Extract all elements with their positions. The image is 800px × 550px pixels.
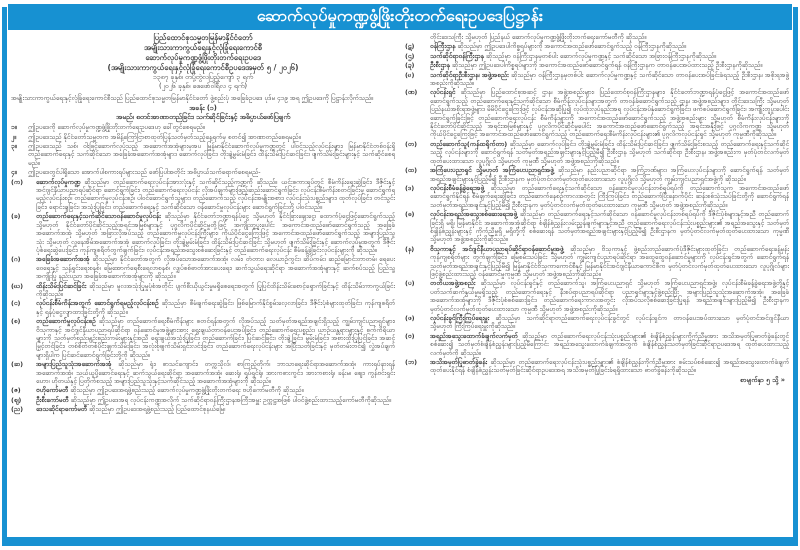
definition-label: (န): [405, 244, 415, 253]
definition-body: ဆိုသည်မှာ နိုင်ငံတော်ဘဏ္ဍာရန်ပုံငွေ သို့မဟုတ် နိုင်ငံခြားချေးငွေ၊ ထောက်ပံ့ငွေဖြင့်ဆောင်ရွက်သည့် သို့မဟုတ် နိုင်ငံတော်ပိုင်ဆိုင်သည့်အရင်းအမြစ်များနှင့် ပုဂ္ဂလိကပိုင်ဆိုင်မှုတို့ဖြင့် အကျိုးတူပူးပေါင်း အကောင်အထည်ဖော်ဆောင်ရွက်သည့် အခြေခံအဆောက်အအုံ သို့မဟုတ် အခြားလိုအပ်သည့် တည်ဆောက်မှုလုပ်ငန်းကြီးများ၊ ကိုယ်ပိုင်ငွေကြေးဖြင့် အကောင်အထည်ဖော်ဆောင်ရွက်သည့် အများပြည်သူသုံး သို့မဟုတ် လူနေအိမ်အဆောက်အအုံ ဆောက်လုပ်ခြင်း၊ တိုးချဲ့မွမ်းမံခြင်း၊ ထိန်းသိမ်းပြင်ဆင်ခြင်း သို့မဟုတ် ဖျက်သိမ်းခြင်းနှင့် ဆောက်လုပ်မှုအတွက် ဒီဇိုင်းပုံစံရေးဆွဲပေးခြင်း၊ ကုန်ကျစရိတ်တွက်ချက်ခြင်း၊ လုပ်ငန်းအရည်အသွေးစစ်ဆေးခြင်းနှင့် တည်ဆောက်ရေးလုပ်ငန်း စီမံခန့်ခွဲခြင်းလုပ်ငန်းများကို ဆိုသည်။: [36, 212, 395, 254]
section-item: [11, 142, 395, 167]
definition-item: [405, 61, 789, 69]
definition-label: (ဈ): [11, 395, 22, 404]
definition-term: ဆောက်လုပ်မှုကဏ္ဍ: [36, 177, 81, 186]
definition-term: အခြေခံအဆောက်အအုံ: [36, 255, 90, 264]
carryover-text: တိုင်းဒေသကြီး သို့မဟုတ် ပြည်နယ် ဆောက်လုပ်မှုကဏ္ဍဖွံ့ဖြိုးတိုးတက်ရေးကော်မတီကို ဆိုသည်။: [430, 33, 647, 41]
definition-item: [405, 140, 789, 165]
definition-label: (ဍ): [405, 61, 415, 70]
definition-label: (ဎ): [405, 70, 415, 79]
definition-term: လုပ်ငန်းစီမံကိန်းအတွက် ဆောင်ရွက်ရမည့်လုပ်ငန်းစဉ်: [36, 299, 159, 308]
definition-label: (ဇ): [11, 386, 21, 395]
definition-label: (စ): [11, 317, 21, 326]
definition-label: (ဆ): [11, 360, 24, 369]
definition-body: ဆိုသည်မှာ မူလအသုံးပြုမှုပုံစံအတိုင်း ပျက်စီးယိုယွင်းမှုမရှိစေရေးအတွက် ပြုပြင်ထိန်းသိမ်းစောင့်ရှောက်ခြင်းနှင့် ထိန်းသိမ်းကာကွယ်ခြင်းကိုဆိုသည်။: [36, 281, 395, 298]
chapter-heading: အခန်း (၁): [189, 104, 217, 113]
definition-item: [11, 212, 395, 254]
definition-body: ဆိုသည်မှာ တည်ဆောက်ရေးလုပ်ငန်းသုံးပစ္စည်းများ၏ စံချိန်စံညွှန်းကိုက်ညီမှုအား စမ်းသပ်စစ်ဆေး၍ အရည်အသွေးထောက်ခံချက်ထုတ်ပေးနိုင်ရန် စံချိန်စံညွှန်းသတ်မှတ်ခြင်းဆိုင်ရာဥပဒေအရ အသိအမှတ်ပြုခြင်းခံရရှိထားသော ဓာတ်ခွဲခန်းကိုဆိုသည်။: [430, 358, 789, 375]
definition-body: ဆိုသည်မှာ ပြည်ထောင်စုအဆင့် ဌာန၊ အဖွဲ့အစည်းများ၊ ပြည်ထောင်စုဝန်ကြီးဌာနများ၊ နိုင်ငံတော်ဘဏ္ဍာရန်ပုံငွေဖြင့် အကောင်အထည်ဖော်ဆောင်ရွက်သည့် တည်ဆောက်ရေးနှင့်သက်ဆိုင်သော စီမံကိန်းလုပ်ငန်းများအတွက် တာဝန်ခံဆောင်ရွက်သည့် ဌာန၊ အဖွဲ့အစည်းများ၊ တိုင်းဒေသကြီး သို့မဟုတ် ပြည်နယ်အစိုးရအဖွဲ့များ၊ မိမိပိုင်ငွေကြေးဖြင့် လုပ်ငန်းအဆိုပြု၍ လုပ်ထုံးလုပ်နည်းအရ လုပ်ငန်းအပ်နှံဆောင်ရွက်ခြင်း၊ ဖက်စပ်ဆောင်ရွက်ခြင်း၊ အကျိုးတူပူးပေါင်းဆောင်ရွက်ခြင်းဖြင့် တည်ဆောက်ရေးလုပ်ငန်း စီမံကိန်းများကို အကောင်အထည်ဖော်ဆောင်ရွက်သည့် အဖွဲ့အစည်းများ သို့မဟုတ် စီမံကိန်းလုပ်ငန်းများကို နိုင်ငံတော်ပိုင်ဆိုင်သည့် အရင်းအမြစ်များနှင့် ပုဂ္ဂလိကပိုင်ဆိုင်မှုပေါင်း အကောင်အထည်ဖော်ဆောင်ရွက်သည့် အရင်းအနှီးဖြင့် ပုဂ္ဂလိကကဏ္ဍ သို့မဟုတ် ကိုယ်ပိုင်ငွေကြေးဖြင့် အကောင်အထည်ဖော်ဆောင်ရွက်သည့် တည်ဆောက်ရေးစီမံကိန်းလုပ်ငန်းများ၏ ပုဂ္ဂလိကလုပ်ငန်းရှင် သို့မဟုတ် ကုမ္ပဏီကိုဆိုသည်။: [430, 88, 789, 139]
definition-term: ဝန်ကြီးဌာန: [430, 42, 456, 51]
gregorian-date-line: (၂၀၂၆ ခုနှစ်၊ ဖေဖော်ဝါရီလ ၄ ရက်): [158, 82, 248, 90]
definition-term: ဒေသဆိုင်ရာကော်မတီ: [36, 405, 87, 414]
definition-label: (ဋ): [405, 42, 415, 51]
definition-term: ထိန်းသိမ်းပြင်ဆင်ခြင်း: [36, 281, 87, 290]
definition-term: အရည်အသွေးထောက်ခံချက်လက်မှတ်: [430, 331, 518, 340]
definition-body: ဆိုသည်မှာ ဤဥပဒေပါကိစ္စရပ်များကို အကောင်အထည်ဖော်ဆောင်ရွက်ရန် ဝန်ကြီးဌာနက တာဝန်ပေးအပ်ထားသည့် ဦးစီးဌာနကိုဆိုသည်။: [451, 61, 763, 70]
definition-item: [405, 332, 789, 357]
definition-term: တတိယအဖွဲ့အစည်း: [430, 279, 476, 288]
section-item: [11, 123, 395, 131]
definition-term: အကြံပေးပညာရှင် သို့မဟုတ် အကြံပေးပညာရှင်အဖွဲ့: [430, 166, 554, 175]
section-number: ၂။: [11, 132, 17, 141]
definition-term: လုပ်ငန်းအရည်အသွေးစစ်ဆေးရေးအဖွဲ့: [430, 210, 518, 219]
right-column: [405, 33, 789, 535]
definition-body: ဆိုသည်မှာ ဤဥပဒေအရ လုပ်ငန်းကဏ္ဍအလိုက် သက်ဆိုင်ရာဝန်ကြီးဌာနအကြီးအမှူး ဥက္ကဋ္ဌအဖြစ် ပါဝင်ဖွဲ့စည်းထားသည့်ကော်မတီကိုဆိုသည်။: [70, 395, 392, 404]
law-heading-block: [11, 33, 395, 91]
definition-item: [405, 71, 789, 88]
definition-item: [11, 405, 395, 413]
section-item: [11, 133, 395, 141]
definition-item: [405, 245, 789, 279]
definition-body: ဆိုသည်မှာ တည်ဆောက်ရေးစီမံကိန်းများ စတင်ရန်အတွက် လိုအပ်သည့် သတ်မှတ်အရည်အချင်းရှိသည့် ကျွမ်းကျင်ပညာရှင်များ၊ ဗိသုကာနှင့် အင်ဂျင်နီယာပညာရပ်ဆိုင်ရာ ဝန်ဆောင်မှုအဖွဲ့များအား ရွေးချယ်တာဝန်ပေးအပ်ခြင်း၊ တည်ဆောက်ရေးပစ္စည်း၊ ယာဉ်ယန္တရားများနှင့် စက်ကိရိယာများကို သတ်မှတ်စည်းမျဉ်းစည်းကမ်းများနှင့်အညီ ရွေးချယ်အသုံးပြုခြင်း၊ တည်ဆောက်ခြင်း၊ ပြင်ဆင်ခြင်း၊ တိုးချဲ့ခြင်း၊ မွမ်းမံခြင်း၊ အစားထိုးပြုပြင်ခြင်း၊ အဆင့်မြှင့်တင်ခြင်း၊ တစ်စိတ်တစ်ပိုင်းဖျက်သိမ်းခြင်း၊ အလုံးစုံဖျက်သိမ်းရှင်းလင်းခြင်း၊ တည်ဆောက်ရေးလုပ်ငန်းများ အပြီးသတ်ခြင်းနှင့် မှတ်တမ်းတင်၍ လွှဲအပ်ချက်များရှိပါက ပြင်ဆင်ဆောင်ရွက်ခြင်းတို့ကို ဆိုသည်။: [36, 317, 395, 359]
definition-item: [405, 314, 789, 331]
heading-line: (အမျိုးသားကာကွယ်ရေးနှင့်လုံခြုံရေးကောင်စီဥပဒေအမှတ် ၅ / ၂၀၂၆): [107, 63, 299, 72]
definition-body: ဆိုသည်မှာ နည်းပညာဆိုင်ရာ အကြံဉာဏ်များ၊ အကြံပေးလုပ်ငန်းများကို ဆောင်ရွက်ရန် သတ်မှတ်အရည်အချင်းများနှင့်ပြည့်မီ၍ ဦးစီးဌာနက မှတ်ပုံတင်လက်မှတ်ထုတ်ပေးထားသော လူပုဂ္ဂိုလ် သို့မဟုတ် ကျွမ်းကျင်ပညာရှင်အဖွဲ့ကို ဆိုသည်။: [430, 166, 789, 183]
definition-body: ဆိုသည်မှာ ဤဥပဒေအရဖွဲ့စည်းသည့် ပြည်ထောင်စုနယ်မြေ၊: [89, 405, 226, 414]
definition-item: [405, 52, 789, 60]
definition-label: (ခ): [11, 212, 21, 221]
definition-item: [11, 360, 395, 385]
definition-term: လုပ်ငန်းရှင်: [430, 88, 456, 97]
definition-item: [11, 282, 395, 299]
definition-label: (ပ): [405, 279, 415, 288]
heading-line: ဆောက်လုပ်မှုကဏ္ဍဖွံ့ဖြိုးတိုးတက်ရေးဥပဒေ: [145, 53, 261, 62]
section-text: ဤဥပဒေကို ဆောက်လုပ်မှုကဏ္ဍဖွံ့ဖြိုးတိုးတက်ရေးဥပဒေဟု ခေါ်တွင်စေရမည်။: [28, 123, 205, 132]
definition-label: (ဒ): [405, 183, 415, 192]
chapter-subtitle: အမည်၊ စတင်အာဏာတည်ခြင်း၊ သက်ဆိုင်ခြင်းနှင့် အဓိပ္ပာယ်ဖော်ပြချက်: [115, 112, 291, 121]
continued-on-page-note: စာမျက်နှာ ၅ သို့ »: [739, 375, 785, 384]
section-text: ဤဥပဒေသည် နိုင်ငံတော်သမ္မတက အမိန့်ကြော်ငြာစာထုတ်ပြန်သတ်မှတ်သည့်နေ့ရက်မှ စတင်၍ အာဏာတည်စေရမည်။: [28, 132, 301, 141]
definition-body: ဆိုသည်မှာ ဝန်ကြီးဌာနမှတစ်ပါး ဆောက်လုပ်မှုကဏ္ဍနှင့် သက်ဆိုင်သော တာဝန်ပေးအပ်ခြင်းခံရသည့် ဦးစီးဌာန၊ အစိုးရအဖွဲ့အစည်းကိုဆိုသည်။: [430, 70, 789, 88]
section-text: ဤဥပဒေသည် သစ်၊ ဝါးဖြင့်ဆောက်လုပ်သည့် အဆောက်အအုံများမှအပ မြန်မာနိုင်ငံဆောက်လုပ်မှုကဏ္ဍတွင် ပါဝင်သည့်လုပ်ငန်းများ၊ မြန်မာနိုင်ငံတစ်ဝန်းရှိ တည်ဆောက်ရေးနှင့် သက်ဆိုင်သော အခြေခံအဆောက်အအုံများ၊ ဆောက်လုပ်ခြင်း၊ တိုးချဲ့မွမ်းမံခြင်း၊ ထိန်းသိမ်းပြင်ဆင်ခြင်း၊ ဖျက်သိမ်းခြင်းများနှင့် သက်ဆိုင်စေရမည်။: [28, 142, 395, 167]
definition-term: ဦးစီးကော်မတီ: [36, 395, 69, 404]
definition-body: ဆိုသည်မှာ လုပ်ငန်းရှင်နှင့် တည်ဆောက်သူ၊ အကြံပေးပညာရှင် သို့မဟုတ် အကြံပေးပညာရှင်အဖွဲ့၊ လုပ်ငန်းစီမံခန့်ခွဲရေးအဖွဲ့တို့နှင့် ပတ်သက်ဆက်နွှယ်မှုမရှိသည့် တည်ဆောက်ရေးနှင့် နီးစပ်ရာပညာရပ်ဆိုင်ရာ ပညာရှင်များနှင့်ဖွဲ့စည်းပြီး အများပြည်သူသုံးအဆောက်အအုံ၊ အခြေခံအဆောက်အအုံများကို ဒီဇိုင်းပုံစံစစ်ဆေးခြင်း၊ တည်ဆောက်ရေးကာလအတွင်း လိုအပ်သလိုစစ်ဆေးခြင်းပြုရန် အရည်အချင်းများပြည့်မီ၍ ဦးစီးဌာနက မှတ်ပုံတင်လက်မှတ်ထုတ်ပေးထားသော ကုမ္ပဏီ သို့မဟုတ် အဖွဲ့အစည်းကိုဆိုသည်။: [430, 279, 789, 313]
definition-item: [11, 299, 395, 316]
definition-label: (ဖ): [405, 314, 415, 322]
definition-item: [405, 184, 789, 209]
definition-label: (ဌ): [405, 51, 415, 60]
definition-label: (ဏ): [405, 88, 418, 97]
definition-item: [405, 279, 789, 313]
page-frame-right: [793, 7, 798, 542]
section-item: [11, 168, 395, 176]
definition-term: ဗိသုကာနှင့် အင်ဂျင်နီယာပညာရပ်ဆိုင်ရာဝန်ဆောင်မှုအဖွဲ့: [430, 244, 564, 253]
definition-item: [11, 317, 395, 359]
definition-body: ဆိုသည်မှာ ဗိသုကာနှင့် ဖွဲ့စည်းတည်ဆောက်ပုံဒီဇိုင်းများထုတ်ခြင်း၊ တည်ဆောက်ရေးခန့်မှန်းကုန်ကျစရိတ်များ တွက်ချက်ခြင်း၊ မြေစမ်းသပ်ခြင်း သို့မဟုတ် ကျွမ်းကျင်ပညာရပ်ဆိုင်ရာ အထွေထွေဝန်ဆောင်မှုများကို လုပ်ငန်းရှင်အတွက် ဆောင်ရွက်ရန် သတ်မှတ်အရည်အချင်းနှင့်ပြည့်မီ၍ မြန်မာနိုင်ငံဗိသုကာကောင်စီနှင့် မြန်မာနိုင်ငံအင်ဂျင်နီယာကောင်စီက မှတ်ပုံတင်လက်မှတ်ထုတ်ပေးထားသော လူပုဂ္ဂိုလ်များဖြင့်ဖွဲ့စည်းထားသည့် ဝန်ဆောင်မှုကုမ္ပဏီ သို့မဟုတ် အဖွဲ့အစည်းကိုဆိုသည်။: [430, 244, 789, 278]
title-banner: [8, 4, 792, 30]
definition-body: ဆိုသည်မှာ ရုံး၊ စာသင်ကျောင်း၊ တက္ကသိုလ်၊ စာကြည့်တိုက်၊ ဘာသာရေးဆိုင်ရာအဆောက်အအုံ၊ ကားရပ်နားရန်အဆောက်အအုံ၊ သယ်ယူပို့ဆောင်ရေးနှင့် ဆက်သွယ်ရေးဆိုင်ရာ အဆောက်အအုံ၊ ဆေးရုံ၊ ရုပ်ရှင်ရုံ၊ အားကစားကွင်း၊ အားကစားရုံ၊ ခန်းမ၊ ဈေး၊ ကွန်ဗင်းရှင်းဟော၊ ဟိုတယ်နှင့် ပြတိုက်စသည့် အများပြည်သူသုံးနှင့်သက်ဆိုင်သည့် အဆောက်အအုံများကို ဆိုသည်။: [36, 360, 395, 385]
definition-item: [11, 386, 395, 394]
definition-label: (ဘ): [405, 358, 417, 367]
definition-item: [405, 42, 789, 50]
definition-label: (ဗ): [405, 331, 415, 340]
definition-body: ဆိုသည်မှာ တည်ဆောက်ရေးလုပ်ငန်းသုံးပစ္စည်းများ၏ စံချိန်စံညွှန်းများကိုက်ညီမှုအား အသိအမှတ်ပြုဓာတ်ခွဲခန်းတွင် စစ်ဆေး၍ သတ်မှတ်စံချိန်စံညွှန်းများပြည့်မီကြောင်း အရည်အသွေးထောက်ခံချက်အတွက် စံချိန်စံညွှန်းသတ်မှတ်ခြင်းဆိုင်ရာဥပဒေအရ ထုတ်ပေးထားသည့်လက်မှတ်ကို ဆိုသည်။: [430, 331, 789, 357]
section-number: ၃။: [11, 142, 17, 151]
definition-term: တည်ဆောက်မှုလုပ်ငန်းစဉ်: [36, 317, 96, 326]
definition-term: တည်ဆောက်ရေးနှင့်သက်ဆိုင်သောဝန်ဆောင်မှုလုပ်ငန်း: [36, 212, 161, 221]
myanmar-date-line: ၁၃၈၇ ခုနှစ်၊ တပို့တွဲလပြည့်ကျော် ၃ ရက်: [153, 73, 253, 81]
definition-item: [11, 178, 395, 212]
section-number: ၄။: [11, 168, 17, 177]
definition-label: (ထ): [405, 166, 418, 175]
definition-term: ဦးစီးဌာန: [430, 61, 450, 70]
definition-body: ဆိုသည်မှာ တည်ဆောက်ရေးနှင့်သက်ဆိုင်သော ဝန်ဆောင်မှုလုပ်ငန်းတစ်ရပ်ရပ်ကို ဒီဇိုင်းပုံစံများနှင့်အညီ တည်ဆောက်ခြင်းရှိ မရှိ၊ မြန်မာနိုင်ငံ အဆောက်အအုံဆိုင်ရာ စံချိန်စံညွှန်းလမ်းညွှန်ချက်များနှင့်အညီ တည်ဆောက်ရေးလုပ်ငန်းသုံးပစ္စည်းများ၏ အရည်အသွေးနှင့် သတ်မှတ်စံချိန်စံညွှန်းများနှင့် ကိုက်ညီမှုရှိ မရှိတို့ကို စစ်ဆေးရန် သတ်မှတ်အရည်အချင်းများနှင့်ပြည့်မီ၍ ဦးစီးဌာနက မှတ်ပုံတင်လက်မှတ်ထုတ်ပေးထားသော ကုမ္ပဏီ သို့မဟုတ် အဖွဲ့အစည်းကိုဆိုသည်။: [430, 210, 789, 244]
definition-label: (ဂ): [11, 255, 21, 264]
definition-term: သက်ဆိုင်ရာဦးစီးဌာန၊ အဖွဲ့အစည်း: [430, 70, 509, 79]
definition-label: (ဃ): [11, 281, 24, 290]
definition-item: [11, 396, 395, 404]
definition-item: [405, 358, 789, 375]
definition-label: (ည): [11, 405, 24, 414]
page-frame-left: [2, 7, 7, 542]
definition-term: တည်ဆောက်သူ(ကန်ထရိုက်တာ): [430, 139, 508, 148]
definition-label: (က): [11, 177, 24, 186]
definition-term: အများပြည်သူသုံးအဆောက်အအုံ: [36, 360, 112, 369]
left-column: [11, 33, 395, 535]
definition-term: သက်ဆိုင်ရာဝန်ကြီးဌာန: [430, 51, 484, 60]
definition-label: (ဓ): [405, 210, 415, 219]
law-banner-title: ဆောက်လုပ်မှုကဏ္ဍဖွံ့ဖြိုးတိုးတက်ရေးဥပဒေပြဋ္ဌာန်း: [256, 6, 544, 25]
definition-body: ဆိုသည်မှာ နိုင်ငံတော်အတွက် လိုအပ်သောအဆောက်အအုံ၊ လမ်း၊ တံတား၊ လေယာဉ်ကွင်း၊ ဆိပ်ကမ်း၊ ဆည်မြောင်းတာတမံ၊ ရေပေးဝေရေးနှင့် သန့်ရှင်းရေးစနစ်၊ မြေအောက်ရေစီးရေလာစနစ်၊ လျှပ်စစ်ဓာတ်အားပေးရေး၊ ဆက်သွယ်ရေးဆိုင်ရာ အဆောက်အအုံများနှင့် ဆက်စပ်သည့် ပြည်သူ့အကျိုးပြု နည်းပညာ အခြေခံအဆောက်အအုံများကို ဆိုသည်။: [36, 255, 395, 281]
definition-item: [405, 166, 789, 183]
section-text: ဤဥပဒေတွင်ပါရှိသော အောက်ပါစကားရပ်များသည် ဖော်ပြပါအတိုင်း အဓိပ္ပာယ်သက်ရောက်စေရမည်-: [28, 168, 261, 177]
definition-label: (တ): [405, 139, 418, 148]
section-number: ၁။: [11, 123, 17, 132]
definition-term: လုပ်ငန်းစီမံခန့်ခွဲရေးအဖွဲ့: [430, 183, 485, 192]
definition-body: ဆိုသည်မှာ ဤဥပဒေအရဖွဲ့စည်းသည့် ဆောက်လုပ်မှုကဏ္ဍဖွံ့ဖြိုးတိုးတက်ရေး ဗဟိုကော်မတီကို ဆိုသည်။: [70, 386, 304, 395]
heading-line: အမျိုးသားကာကွယ်ရေးနှင့်လုံခြုံရေးကောင်စီ: [143, 43, 263, 52]
definition-body: ဆိုသည်မှာ တည်ဆောက်ရေးလုပ်ငန်းအားလုံးနှင့် သက်ဆိုင်သည့်ကဏ္ဍကို ဆိုသည်။ ယင်းစကားရပ်တွင် စီမံကိန်းရေးဆွဲခြင်း၊ ဒီဇိုင်းနှင့် အင်ဂျင်နီယာပညာရပ်ဆိုင်ရာ ဆောင်ရွက်ခြင်း၊ တည်ဆောက်ရေးလုပ်ငန်း လိုအပ်ချက်များဖြည့်ဆည်းဆောင်ရွက်ခြင်း၊ လုပ်ငန်းစီမံကိန်းစတင်ခြင်းမှ ဆောင်ရွက်ရမည့်လုပ်ငန်းစဉ်၊ တည်ဆောက်မှုလုပ်ငန်းစဉ်၊ ပါဝင်ဆောင်ရွက်သူများ၊ တည်ဆောက်သည့် လုပ်ငန်းအမျိုးအစား၊ လုပ်ငန်းသုံးပစ္စည်းများ၊ ထုတ်လုပ်ခြင်း၊ တင်သွင်းခြင်း၊ ရောင်းချခြင်း၊ အသုံးပြုခြင်း၊ တည်ဆောက်ရေးနှင့် သက်ဆိုင်သော ဝန်ဆောင်မှုလုပ်ငန်းများ ဆောင်ရွက်ခြင်းတို့ ပါဝင်သည်။: [36, 177, 395, 211]
definition-body: ဆိုသည်မှာ သက်ဆိုင်ရာတည်ဆောက်ရေးလုပ်ငန်းခွင်တွင် လုပ်ငန်းရှင်က တာဝန်ပေးအပ်ထားသော မှတ်ပုံတင်အင်ဂျင်နီယာ သို့မဟုတ် ကြီးကြပ်ရေးမှူးကိုဆိုသည်။: [430, 314, 789, 331]
page-frame-bottom: [2, 537, 798, 546]
preamble-text: အမျိုးသားကာကွယ်ရေးနှင့်လုံခြုံရေးကောင်စီသည် ပြည်ထောင်စုသမ္မတမြန်မာနိုင်ငံတော် ဖွဲ့စည်းပုံ အခြေခံဥပဒေ ပုဒ်မ ၄၁၉ အရ ဤဥပဒေကို ပြဋ္ဌာန်းလိုက်သည်။: [11, 94, 374, 102]
definition-body: ဆိုသည်မှာ ဤဥပဒေပါကိစ္စရပ်များကို အကောင်အထည်ဖော်ဆောင်ရွက်သည့် ဝန်ကြီးဌာနကိုဆိုသည်။: [457, 42, 687, 51]
definition-item: [11, 255, 395, 280]
definition-item: [405, 210, 789, 244]
definition-item: [405, 88, 789, 138]
definition-term: ဗဟိုကော်မတီ: [36, 386, 69, 395]
definition-term: လုပ်ငန်းခွင်ကြီးကြပ်ရေးမှူး: [430, 314, 490, 322]
definition-body: ဆိုသည်မှာ ဝန်ကြီးဌာနမှတစ်ပါး ဆောက်လုပ်မှုကဏ္ဍနှင့် သက်ဆိုင်သော အခြားဝန်ကြီးဌာနကိုဆိုသည်။: [485, 51, 717, 60]
definition-body: ဆိုသည်မှာ စီမံချက်ရေးဆွဲခြင်း၊ ဖြစ်မြောက်နိုင်စွမ်းလေ့လာခြင်း၊ ဒီဇိုင်းပုံစံများထုတ်ခြင်း၊ ကုန်ကျစရိတ်နှင့် ရန်ပုံငွေလျာထားခြင်းတို့ကို ဆိုသည်။: [36, 299, 395, 316]
heading-line: ပြည်ထောင်စုသမ္မတမြန်မာနိုင်ငံတော်: [153, 33, 253, 42]
definition-label: (င): [11, 299, 21, 308]
definition-term: အသိအမှတ်ပြုဓာတ်ခွဲခန်း: [430, 358, 488, 367]
page-content: [11, 33, 789, 535]
definition-body: ဆိုသည်မှာ ဆောက်လုပ်ခြင်း၊ တိုးချဲ့မွမ်းမံခြင်း၊ ထိန်းသိမ်းပြင်ဆင်ခြင်း၊ ဖျက်သိမ်းခြင်းစသည့် တည်ဆောက်ရေးနှင့်သက်ဆိုင်သည့် လုပ်ငန်းများကို ဆောင်ရွက်ရန် သတ်မှတ်အရည်အချင်းများနှင့်ပြည့်မီ၍ ဦးစီးဌာန သို့မဟုတ် သက်ဆိုင်ရာ ဦးစီးဌာန၊ အဖွဲ့အစည်းက မှတ်ပုံတင်လက်မှတ်ထုတ်ပေးထားသော လူပုဂ္ဂိုလ် သို့မဟုတ် ကုမ္ပဏီ သို့မဟုတ် အဖွဲ့အစည်းကိုဆိုသည်။: [430, 139, 789, 165]
definition-body: ဆိုသည်မှာ တည်ဆောက်ရေးနှင့်သက်ဆိုင်သော ဝန်ဆောင်မှုလုပ်ငန်းတစ်ရပ်ရပ်ကို တည်ဆောက်သူက အကောင်အထည်ဖော်ဆောင်ရွက်နိုင်ရန် စီမံချက်ရေးဆွဲခြင်း၊ တည်ဆောက်နေစဉ်ကာလအတွင်း ကြီးကြပ်ခြင်း၊ တည်ဆောက်ပြီးနောက်ပိုင်း ဆန်းစစ်သုံးသပ်ခြင်းတို့ကို ဆောင်ရွက်ရန် သတ်မှတ်အရည်အချင်းနှင့်ပြည့်မီ၍ ဦးစီးဌာနက မှတ်ပုံတင်လက်မှတ်ထုတ်ပေးထားသော ကုမ္ပဏီ သို့မဟုတ် အဖွဲ့အစည်းကိုဆိုသည်။: [430, 183, 789, 209]
